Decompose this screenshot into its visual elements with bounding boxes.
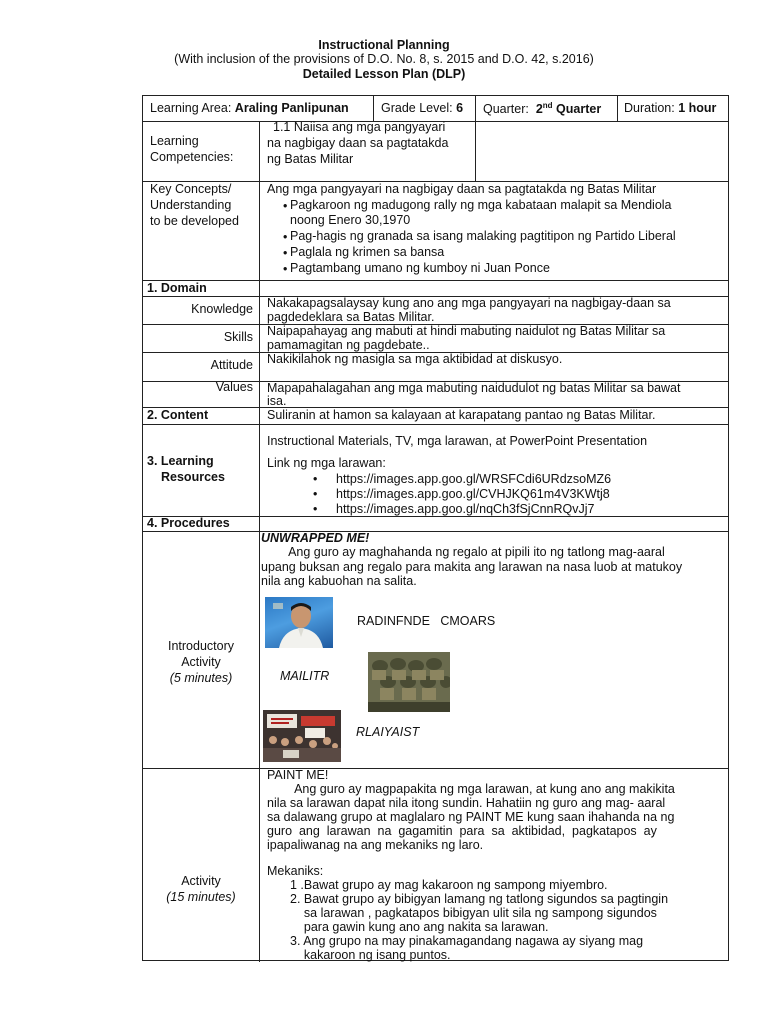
intro-label: Introductory [167, 639, 234, 653]
values-label: Values [215, 380, 253, 394]
intro-text-line: Ang guro ay maghahanda ng regalo at pipili ito ng tatlong mag-aaral [261, 545, 665, 559]
key-concepts-label: to be developed [150, 214, 239, 228]
competency-line: 1.1 Naiisa ang mga pangyayari [273, 120, 446, 134]
resource-link[interactable]: https://images.app.goo.gl/WRSFCdi6URdzsoMZ6 [336, 472, 612, 486]
key-concept-item: Paglala ng krimen sa bansa [290, 245, 445, 259]
soldiers-image [368, 652, 450, 712]
learning-area-label: Learning Area: [150, 101, 232, 115]
intro-activity-title: UNWRAPPED ME! [261, 531, 370, 545]
activity-text-line: ipapaliwanag na ang mekaniks ng laro. [267, 838, 484, 852]
materials-text: Instructional Materials, TV, mga larawan, at PowerPoint Presentation [267, 434, 648, 448]
bullet-icon: • [283, 230, 288, 244]
bullet-icon: • [283, 262, 288, 276]
resources-heading: Resources [161, 470, 225, 484]
intro-duration: (5 minutes) [169, 671, 233, 685]
bullet-icon: • [283, 199, 288, 213]
activity-text-line: guro ang larawan na gagamitin para sa aktibidad, pagkatapos ay [267, 824, 657, 838]
mechanics-item: para gawin kung ano ang nakita sa larawan. [290, 920, 549, 934]
learning-area-value: Araling Panlipunan [234, 101, 349, 115]
scrambled-word: MAILITR [280, 669, 330, 683]
activity-duration: (15 minutes) [166, 890, 236, 904]
quarter-word: Quarter [556, 102, 602, 117]
quarter-field [483, 101, 601, 118]
learning-area-field [150, 101, 349, 117]
duration-label: Duration: [624, 101, 675, 115]
intro-label: Activity [181, 655, 221, 669]
scrambled-word: RADINFNDE CMOARS [357, 614, 496, 628]
activity-label: Activity [181, 874, 221, 888]
knowledge-text: Nakakapagsalaysay kung ano ang mga pangyayari na nagbigay-daan sa [267, 296, 671, 310]
knowledge-text: pagdedeklara sa Batas Militar. [267, 310, 435, 324]
procedures-heading: 4. Procedures [147, 516, 230, 530]
competencies-label-1: Learning [150, 134, 199, 148]
resources-heading: 3. Learning [147, 454, 214, 468]
page-subtitle: (With inclusion of the provisions of D.O. No. 8, s. 2015 and D.O. 42, s.2016) [174, 52, 594, 66]
activity-text-line: Ang guro ay magpapakita ng mga larawan, at kung ano ang makikita [267, 782, 675, 796]
domain-heading: 1. Domain [147, 281, 207, 295]
attitude-label: Attitude [210, 358, 253, 372]
key-concept-item: Pagtambang umano ng kumboy ni Juan Ponce [290, 261, 550, 275]
key-concept-item: noong Enero 30,1970 [290, 213, 411, 227]
grade-level-label: Grade Level: [381, 101, 453, 115]
mechanics-item: sa larawan , pagkatapos bibigyan ulit sila ng sampong sigundos [290, 906, 657, 920]
quarter-suffix: nd [542, 101, 553, 110]
duration-value: 1 hour [678, 101, 717, 115]
mechanics-item: 3. Ang grupo na may pinakamagandang nagawa ay siyang mag [290, 934, 644, 948]
knowledge-label: Knowledge [191, 302, 253, 316]
mechanics-label: Mekaniks: [267, 864, 324, 878]
plan-type: Detailed Lesson Plan (DLP) [302, 67, 466, 81]
scrambled-word: RLAIYAIST [356, 725, 420, 739]
marcos-portrait-image [265, 597, 333, 648]
protest-image [263, 710, 341, 762]
key-concepts-label: Understanding [150, 198, 232, 212]
attitude-text: Nakikilahok ng masigla sa mga aktibidad at diskusyo. [267, 352, 563, 366]
intro-text-line: nila ang kabuohan na salita. [261, 574, 417, 588]
mechanics-item: kakaroon ng isang puntos. [290, 948, 451, 962]
content-text: Suliranin at hamon sa kalayaan at karapatang pantao ng Batas Militar. [267, 408, 656, 422]
bullet-icon: • [313, 487, 318, 501]
key-concept-item: Pagkaroon ng madugong rally ng mga kabataan malapit sa Mendiola [290, 198, 672, 212]
grade-level-field [381, 101, 463, 117]
values-text: isa. [267, 394, 287, 408]
key-concepts-label: Key Concepts/ [150, 182, 232, 196]
activity-text-line: nila sa larawan dapat nila itong sundin. Hahatiin ng guro ang mag- aaral [267, 796, 666, 810]
key-concepts-intro: Ang mga pangyayari na nagbigay daan sa pagtatakda ng Batas Militar [267, 182, 657, 196]
quarter-label: Quarter: [483, 102, 529, 117]
skills-label: Skills [223, 330, 253, 344]
page-title: Instructional Planning [318, 38, 450, 52]
activity-title: PAINT ME! [267, 768, 329, 782]
competencies-label-2: Competencies: [150, 150, 234, 164]
skills-text: Naipapahayag ang mabuti at hindi mabuting naidulot ng Batas Militar sa [267, 324, 666, 338]
bullet-icon: • [313, 502, 318, 516]
bullet-icon: • [283, 246, 288, 260]
key-concept-item: Pag-hagis ng granada sa isang malaking pagtitipon ng Partido Liberal [290, 229, 676, 243]
competency-line: ng Batas Militar [267, 152, 354, 166]
quarter-number: 2 [535, 102, 543, 117]
content-heading: 2. Content [147, 408, 209, 422]
grade-level-value: 6 [456, 101, 464, 115]
mechanics-item: 1 .Bawat grupo ay mag kakaroon ng sampong miyembro. [290, 878, 608, 892]
values-text: Mapapahalagahan ang mga mabuting naidudulot ng batas Militar sa bawat [267, 381, 681, 395]
lesson-plan-table [142, 95, 729, 961]
skills-text: pamamagitan ng pagdebate.. [267, 338, 430, 352]
mechanics-item: 2. Bawat grupo ay bibigyan lamang ng tatlong sigundos sa pagtingin [290, 892, 669, 906]
activity-text-line: sa dalawang grupo at maglalaro ng PAINT ME kung saan ihahanda na ng [267, 810, 675, 824]
resource-link[interactable]: https://images.app.goo.gl/nqCh3fSjCnnRQvJj7 [336, 502, 595, 516]
competency-line: na nagbigay daan sa pagtatakda [267, 136, 449, 150]
bullet-icon: • [313, 472, 318, 486]
links-label: Link ng mga larawan: [267, 456, 386, 470]
duration-field [624, 101, 716, 117]
resource-link[interactable]: https://images.app.goo.gl/CVHJKQ61m4V3KWtj8 [336, 487, 610, 501]
intro-text-line: upang buksan ang regalo para makita ang larawan na nasa luob at matukoy [261, 560, 683, 574]
